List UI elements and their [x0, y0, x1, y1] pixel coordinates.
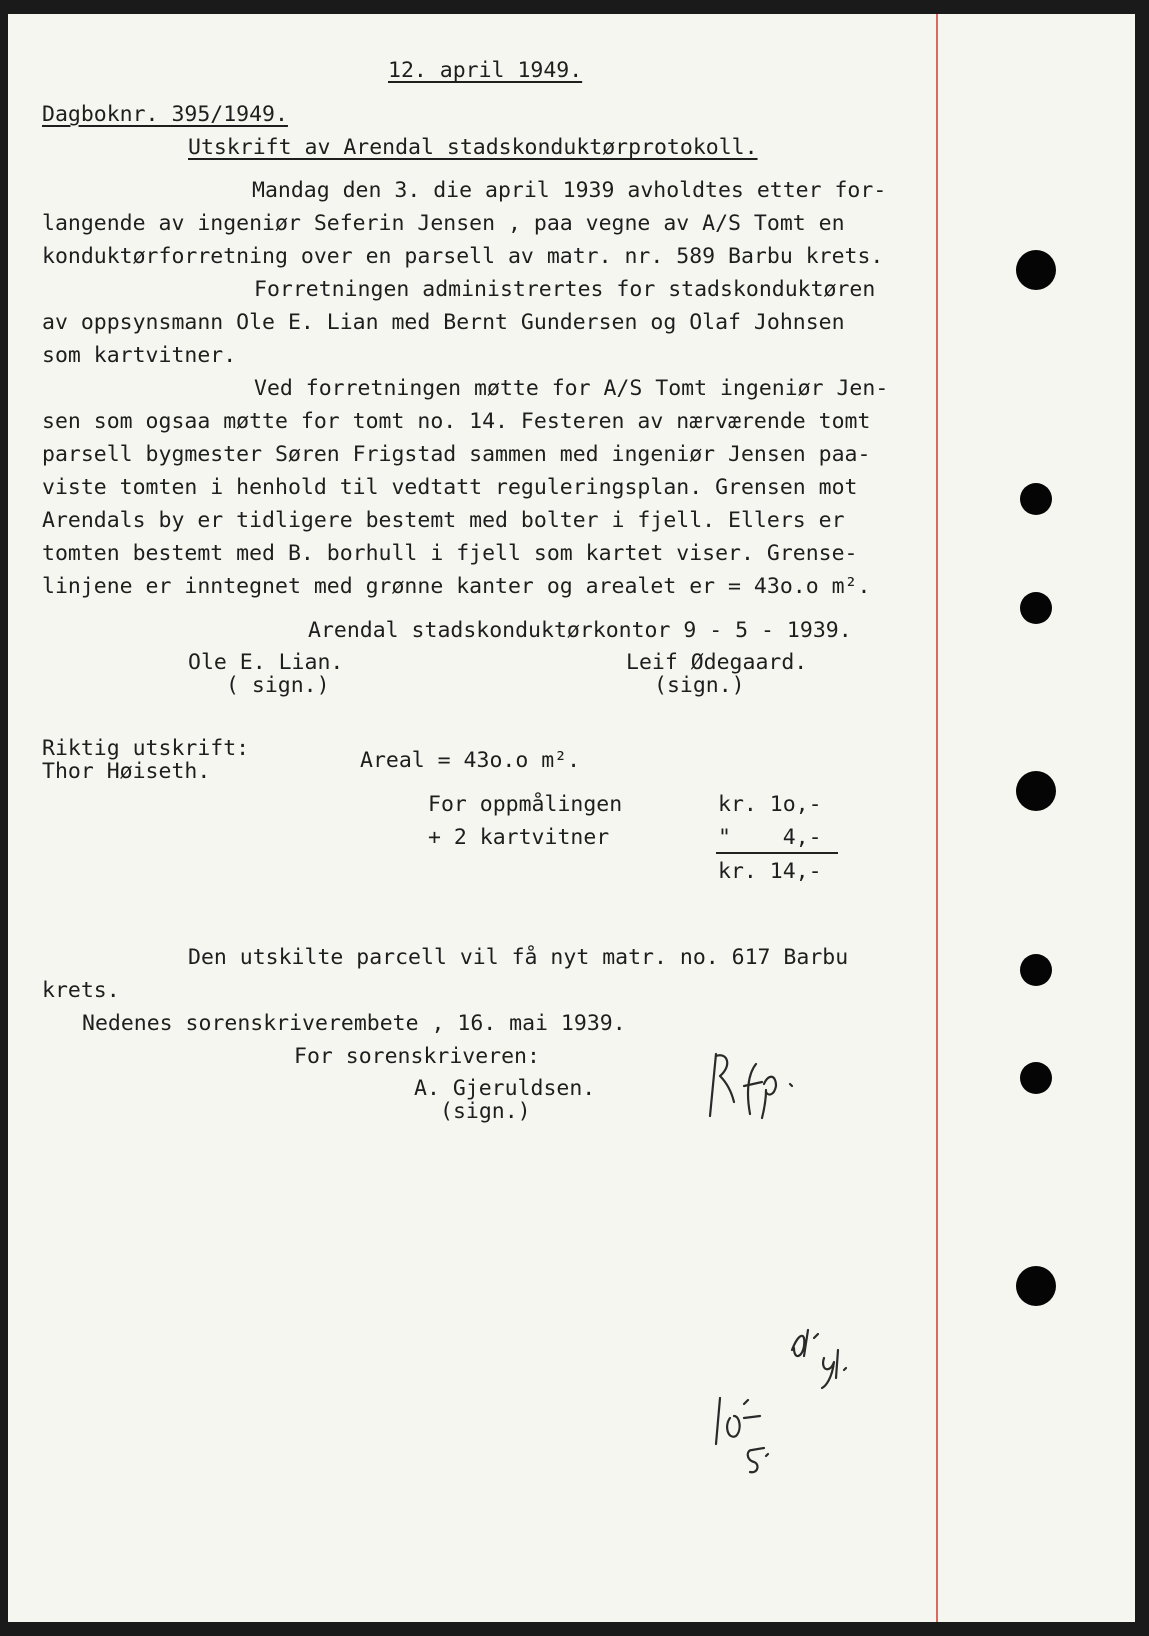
punch-hole — [1020, 483, 1052, 515]
fee-label: For oppmålingen — [428, 792, 623, 817]
body-line: Forretningen administrertes for stadskonduktøren — [254, 277, 876, 302]
body-line: sen som ogsaa møtte for tomt no. 14. Festeren av nærværende tomt — [42, 409, 871, 434]
pencil-annotation — [698, 1304, 888, 1474]
body-line: parsell bygmester Søren Frigstad sammen med ingeniør Jensen paa- — [42, 442, 871, 467]
document-title: Utskrift av Arendal stadskonduktørprotokoll. — [188, 135, 758, 160]
body-line: viste tomten i henhold til vedtatt reguleringsplan. Grensen mot — [42, 475, 858, 500]
copy-label: Riktig utskrift: — [42, 736, 250, 761]
punch-hole — [1016, 1266, 1056, 1306]
punch-hole — [1020, 1062, 1052, 1094]
handwritten-initials — [698, 1044, 808, 1124]
body-line: tomten bestemt med B. borhull i fjell som kartet viser. Grense- — [42, 541, 858, 566]
fee-label: + 2 kartvitner — [428, 825, 610, 850]
signer-left-name: Ole E. Lian. — [188, 650, 344, 675]
body-line: av oppsynsmann Ole E. Lian med Bernt Gundersen og Olaf Johnsen — [42, 310, 845, 335]
copy-name: Thor Høiseth. — [42, 759, 211, 784]
body-line: Arendals by er tidligere bestemt med bolter i fjell. Ellers er — [42, 508, 845, 533]
body-line: linjene er inntegnet med grønne kanter og arealet er = 43o.o m². — [42, 574, 871, 599]
punch-hole — [1020, 592, 1052, 624]
fee-amount: kr. 1o,- — [718, 792, 822, 817]
signer-right-name: Leif Ødegaard. — [626, 650, 808, 675]
place-date: Arendal stadskonduktørkontor 9 - 5 - 1939. — [308, 618, 852, 643]
sum-rule — [716, 852, 838, 854]
punch-hole — [1016, 771, 1056, 811]
area-line: Areal = 43o.o m². — [360, 748, 581, 773]
document-page — [8, 14, 1135, 1622]
body-line: konduktørforretning over en parsell av matr. nr. 589 Barbu krets. — [42, 244, 884, 269]
punch-hole — [1016, 250, 1056, 290]
margin-line — [936, 14, 938, 1622]
signer-left-sign: ( sign.) — [226, 673, 330, 698]
body-line: langende av ingeniør Seferin Jensen , paa vegne av A/S Tomt en — [42, 211, 845, 236]
fee-total: kr. 14,- — [718, 859, 822, 884]
clerk-sign: (sign.) — [440, 1099, 531, 1124]
punch-hole — [1020, 954, 1052, 986]
journal-number: Dagboknr. 395/1949. — [42, 102, 288, 127]
closing-line: Den utskilte parcell vil få nyt matr. no. 617 Barbu — [188, 945, 849, 970]
clerk-name: A. Gjeruldsen. — [414, 1076, 596, 1101]
office-date: Nedenes sorenskriverembete , 16. mai 1939. — [82, 1011, 626, 1036]
signer-right-sign: (sign.) — [654, 673, 745, 698]
body-line: Mandag den 3. die april 1939 avholdtes etter for- — [252, 178, 887, 203]
closing-line: krets. — [42, 978, 120, 1003]
for-label: For sorenskriveren: — [294, 1044, 540, 1069]
document-date: 12. april 1949. — [388, 58, 583, 83]
body-line: som kartvitner. — [42, 343, 237, 368]
fee-amount: " 4,- — [718, 825, 822, 850]
body-line: Ved forretningen møtte for A/S Tomt ingeniør Jen- — [254, 376, 889, 401]
